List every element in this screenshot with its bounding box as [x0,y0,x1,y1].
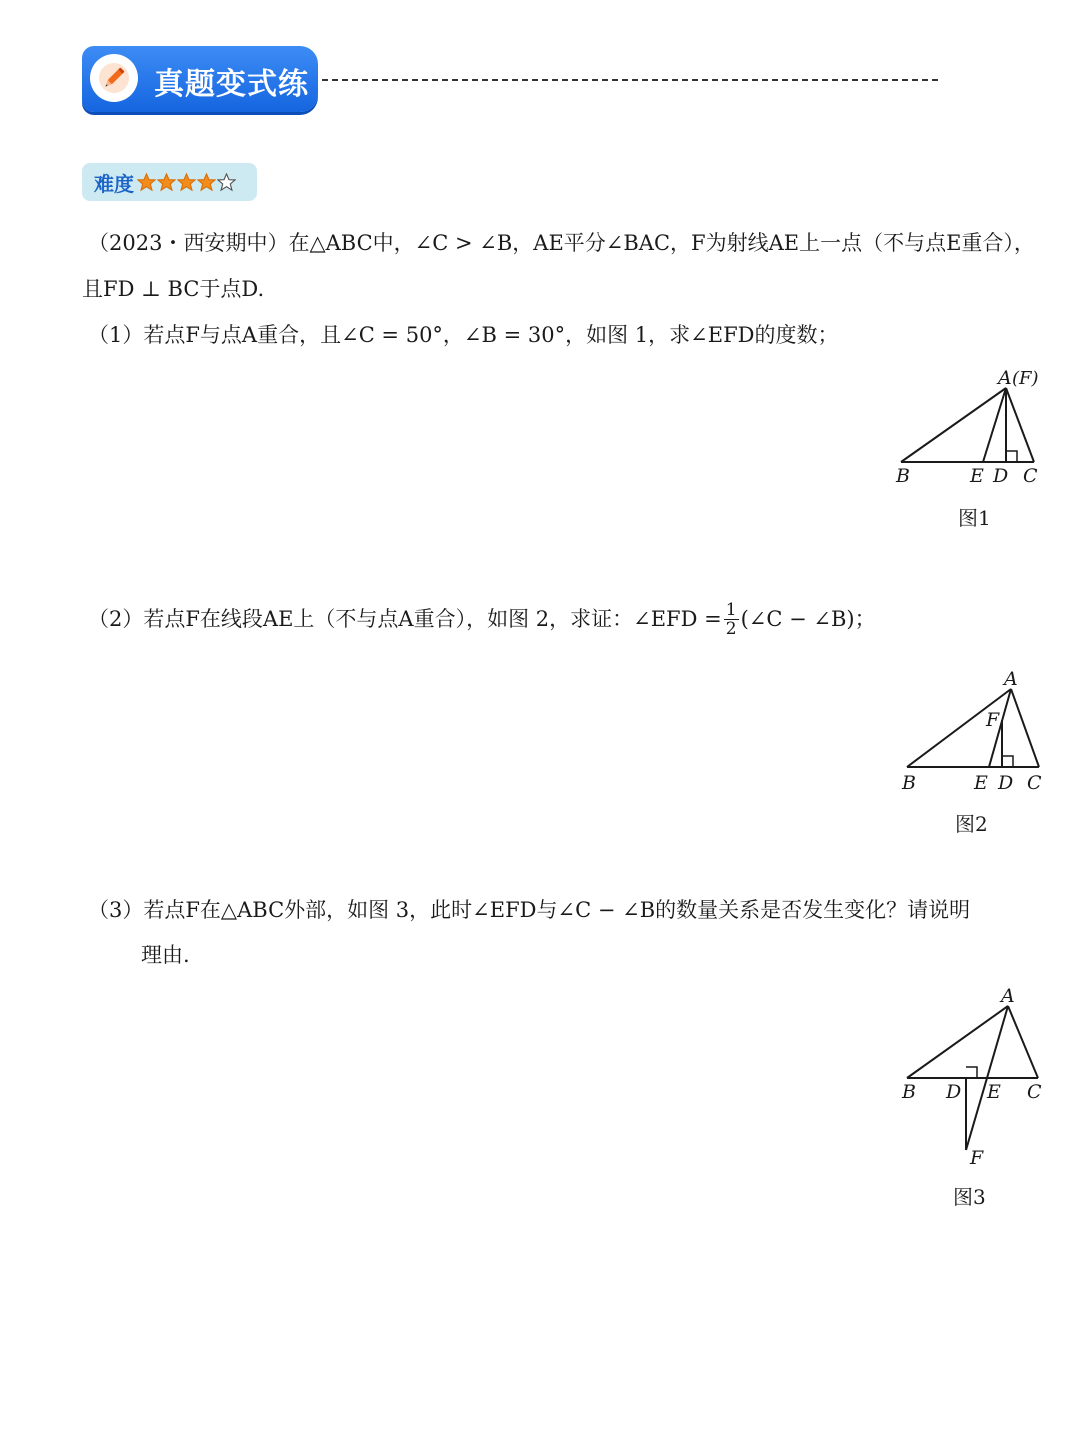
fraction-denominator: 2 [725,618,737,639]
question-part1: （1）若点F与点A重合，且∠C = 50°，∠B = 30°，如图 1，求∠EFD的度数； [88,323,839,347]
fig1-label-e: E [970,465,984,487]
fig3-label-e: E [987,1081,1001,1103]
question-part2-text: （2）若点F在线段AE上（不与点A重合），如图 2，求证：∠EFD = [88,607,722,631]
fig2-label-b: B [902,772,916,794]
fig1-bisector-ae [983,388,1006,462]
difficulty-tag [82,163,257,201]
fig3-label-a: A [1001,985,1015,1007]
fig1-right-angle-mark [1006,451,1017,462]
fig1-label-a: A [998,367,1012,389]
fig1-label-b: B [896,465,910,487]
pencil-icon [90,54,138,102]
fig1-side-ab [901,388,1006,462]
figure-3-caption: 图3 [953,1185,986,1209]
star-filled-icon [197,173,216,192]
star-filled-icon [137,173,156,192]
question-part2-expression: (∠C − ∠B)； [740,607,876,631]
problem-statement-line1: （2023・西安期中）在△ABC中，∠C > ∠B，AE平分∠BAC，F为射线AE上一点（不与点E重合）， [88,231,1035,255]
section-header-badge [82,46,318,112]
difficulty-stars [137,173,237,192]
fig2-side-ac [1011,689,1039,767]
figure-1-caption: 图1 [958,506,991,530]
fig3-side-ab [907,1006,1008,1078]
fig3-label-c: C [1027,1081,1042,1103]
header-divider [322,79,938,81]
fig2-label-d: D [998,772,1014,794]
figure-2-caption: 图2 [955,812,988,836]
fraction-one-half [724,601,739,638]
fig3-label-b: B [902,1081,916,1103]
fig2-label-e: E [974,772,988,794]
fig2-label-c: C [1027,772,1042,794]
fig3-label-d: D [946,1081,962,1103]
figure-2 [886,665,1056,805]
fig3-side-ac [1008,1006,1038,1078]
star-filled-icon [177,173,196,192]
question-part3-line2: 理由. [141,943,190,967]
fig2-label-a: A [1004,668,1018,690]
fig3-label-f: F [970,1147,984,1169]
fig1-label-c: C [1023,465,1038,487]
question-part2 [88,597,876,641]
fig1-label-d: D [993,465,1009,487]
fig3-right-angle-mark [966,1067,977,1078]
figure-3 [886,980,1056,1170]
figure-1 [880,360,1060,490]
fig2-right-angle-mark [1002,756,1013,767]
question-part3-line1: （3）若点F在△ABC外部，如图 3，此时∠EFD与∠C − ∠B的数量关系是否发生变化？请说明 [88,898,971,922]
fraction-numerator: 1 [725,599,737,620]
problem-statement-line2: 且FD ⊥ BC于点D. [82,277,265,301]
star-empty-icon [217,173,236,192]
difficulty-label: 难度 [94,171,134,196]
fig1-label-f: (F) [1012,368,1039,389]
section-title: 真题变式练 [154,67,309,102]
star-filled-icon [157,173,176,192]
fig2-label-f: F [986,709,1000,731]
